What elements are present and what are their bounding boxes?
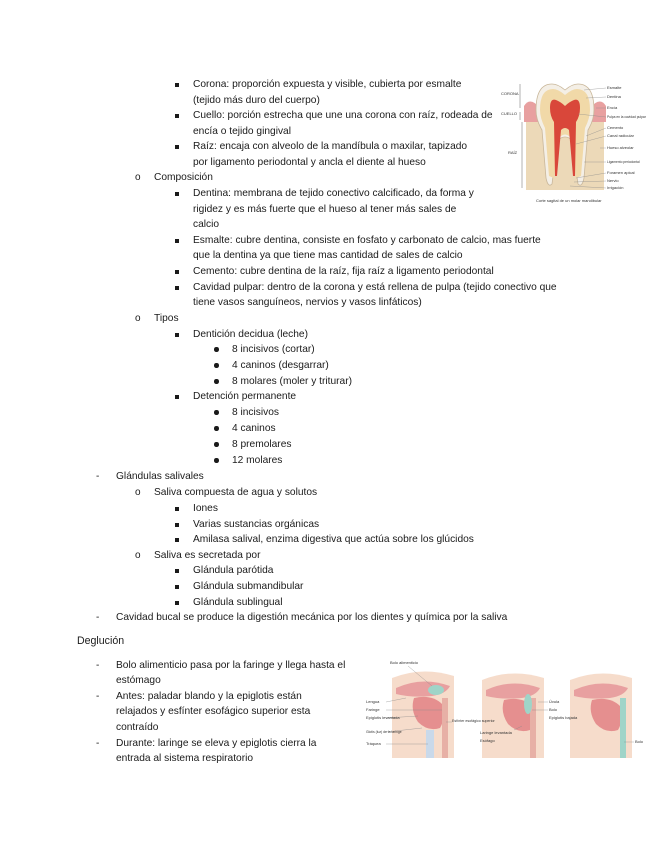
text-line: Antes: paladar blando y la epiglotis están — [116, 691, 302, 702]
list-item: 4 caninos — [232, 423, 276, 434]
list-item: Glándula parótida — [193, 565, 274, 576]
label-ligamento: Ligamento periodontal — [607, 160, 640, 164]
label-esofago: Esófago — [480, 738, 495, 743]
square-bullet — [175, 507, 179, 511]
swallowing-diagram — [362, 658, 652, 758]
circle-bullet: o — [135, 550, 141, 561]
circle-bullet: o — [135, 487, 141, 498]
label-epiglotis-levantada: Epiglotis levantada — [366, 715, 400, 720]
label-hueso: Hueso alveolar — [607, 145, 634, 150]
tooth-caption: Corte sagital de un molar mandibular — [536, 198, 602, 203]
label-dentina: Dentina — [607, 94, 621, 99]
list-item: 12 molares — [232, 455, 283, 466]
square-bullet — [175, 239, 179, 243]
label-bolo-alimenticio: Bolo alimenticio — [390, 660, 419, 665]
square-bullet — [175, 538, 179, 542]
square-bullet — [175, 270, 179, 274]
dash-bullet: - — [96, 738, 100, 749]
text-line: tiene vasos sanguíneos, nervios y vasos linfáticos) — [193, 297, 422, 308]
list-item: 4 caninos (desgarrar) — [232, 360, 329, 371]
label-glotis: Glotis (luz) de la laringe — [366, 730, 402, 734]
text-line: Cemento: cubre dentina de la raíz, fija raíz a ligamento periodontal — [193, 266, 494, 277]
text-line: Dentición decidua (leche) — [193, 329, 308, 340]
text-line: Saliva es secretada por — [154, 550, 261, 561]
text-line: Cavidad pulpar: dentro de la corona y está rellena de pulpa (tejido conectivo que — [193, 282, 557, 293]
label-laringe-levantada: Laringe levantada — [480, 730, 512, 735]
square-bullet — [175, 585, 179, 589]
dot-bullet — [214, 379, 219, 384]
text-line: calcio — [193, 219, 220, 230]
dash-bullet: - — [96, 612, 100, 623]
text-line: Raíz: encaja con alveolo de la mandíbula o maxilar, tapizado — [193, 141, 468, 152]
dash-bullet: - — [96, 691, 100, 702]
label-corona: CORONA — [501, 91, 519, 96]
label-encia: Encía — [607, 105, 618, 110]
circle-bullet: o — [135, 313, 141, 324]
label-uvula: Úvula — [549, 699, 560, 704]
dot-bullet — [214, 410, 219, 415]
text-line: Cavidad bucal se produce la digestión mecánica por los dientes y química por la saliva — [116, 612, 508, 623]
label-cemento: Cemento — [607, 125, 624, 130]
section-title: Composición — [154, 172, 213, 183]
dash-bullet: - — [96, 660, 100, 671]
list-item: Iones — [193, 503, 218, 514]
dot-bullet — [214, 347, 219, 352]
label-nervio: Nervio — [607, 178, 619, 183]
label-bolo: Bolo — [549, 707, 558, 712]
text-line: Bolo alimenticio pasa por la faringe y llega hasta el — [116, 660, 346, 671]
text-line: contraído — [116, 722, 159, 733]
dot-bullet — [214, 426, 219, 431]
list-item: Amilasa salival, enzima digestiva que actúa sobre los glúcidos — [193, 534, 474, 545]
label-cuello: CUELLO — [501, 111, 518, 116]
square-bullet — [175, 192, 179, 196]
text-line: Detención permanente — [193, 391, 297, 402]
swallow-panel-1 — [392, 671, 454, 758]
list-item: 8 premolares — [232, 439, 292, 450]
label-bolo-2: Bolo — [635, 739, 644, 744]
tooth-diagram — [500, 78, 646, 206]
list-item: 8 molares (moler y triturar) — [232, 376, 353, 387]
dot-bullet — [214, 363, 219, 368]
label-lengua: Lengua — [366, 699, 380, 704]
square-bullet — [175, 523, 179, 527]
text-line: entrada al sistema respiratorio — [116, 753, 254, 764]
section-title: Glándulas salivales — [116, 471, 204, 482]
text-line: Saliva compuesta de agua y solutos — [154, 487, 318, 498]
section-title: Tipos — [154, 313, 179, 324]
label-pulpa: Pulpa en la cavidad pulpar — [607, 115, 646, 119]
label-traquea: Tráquea — [366, 741, 381, 746]
list-item: 8 incisivos — [232, 407, 279, 418]
text-line: que la dentina ya que tiene mas cantidad de sales de calcio — [193, 250, 463, 261]
square-bullet — [175, 601, 179, 605]
square-bullet — [175, 395, 179, 399]
text-line: Durante: laringe se eleva y epiglotis cierra la — [116, 738, 317, 749]
dot-bullet — [214, 458, 219, 463]
list-item: Varias sustancias orgánicas — [193, 519, 320, 530]
text-line: Corona: proporción expuesta y visible, cubierta por esmalte — [193, 79, 462, 90]
list-item: Glándula sublingual — [193, 597, 283, 608]
label-irrigacion: Irrigación — [607, 185, 624, 190]
square-bullet — [175, 114, 179, 118]
text-line: rigidez y es más fuerte que el hueso al tener más sales de — [193, 204, 457, 215]
dot-bullet — [214, 442, 219, 447]
swallow-panel-2 — [482, 673, 544, 758]
square-bullet — [175, 333, 179, 337]
text-line: Cuello: porción estrecha que une una corona con raíz, rodeada de — [193, 110, 493, 121]
dash-bullet: - — [96, 471, 100, 482]
label-foramen: Foramen apical — [607, 170, 635, 175]
label-faringe: Faringe — [366, 707, 380, 712]
swallow-panel-3 — [570, 673, 632, 758]
label-raiz: RAÍZ — [508, 150, 518, 155]
text-line: relajados y esfínter esofágico superior esta — [116, 706, 311, 717]
square-bullet — [175, 569, 179, 573]
label-canal: Canal radicular — [607, 133, 634, 138]
list-item: Glándula submandibular — [193, 581, 304, 592]
text-line: encía o tejido gingival — [193, 126, 291, 137]
label-esfinter: Esfínter esofágico superior — [452, 719, 495, 723]
text-line: (tejido más duro del cuerpo) — [193, 95, 320, 106]
label-epiglotis-bajada: Epiglotis bajada — [549, 715, 578, 720]
text-line: por ligamento periodontal y ancla el diente al hueso — [193, 157, 426, 168]
square-bullet — [175, 83, 179, 87]
text-line: Dentina: membrana de tejido conectivo calcificado, da forma y — [193, 188, 474, 199]
square-bullet — [175, 145, 179, 149]
text-line: Esmalte: cubre dentina, consiste en fosfato y carbonato de calcio, mas fuerte — [193, 235, 541, 246]
list-item: 8 incisivos (cortar) — [232, 344, 315, 355]
section-heading: Deglución — [77, 635, 125, 647]
label-esmalte: Esmalte — [607, 85, 622, 90]
circle-bullet: o — [135, 172, 141, 183]
square-bullet — [175, 286, 179, 290]
text-line: estómago — [116, 675, 161, 686]
